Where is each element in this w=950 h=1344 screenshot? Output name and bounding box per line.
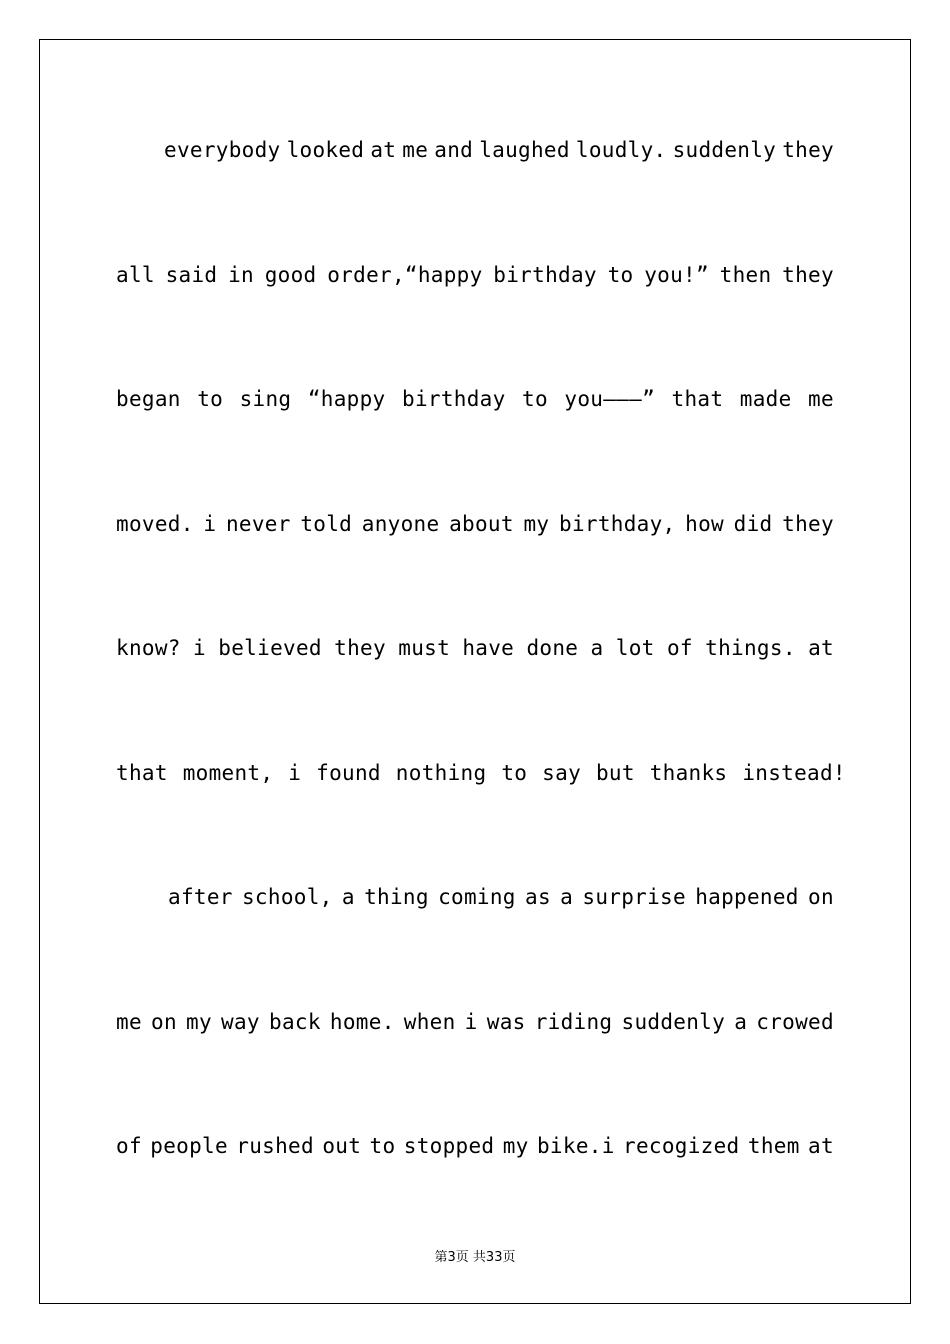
text-line: all said in good order,“happy birthday to you!” then they bbox=[116, 262, 834, 287]
text-line: that moment, i found nothing to say but thanks instead! bbox=[116, 760, 846, 785]
document-body bbox=[116, 132, 846, 1253]
text-line: moved. i never told anyone about my birthday, how did they bbox=[116, 511, 834, 536]
text-line: me on my way back home. when i was riding suddenly a crowed bbox=[116, 1009, 834, 1034]
page-number-footer: 第3页 共33页 bbox=[434, 1250, 516, 1265]
text-line: know? i believed they must have done a lot of things. at bbox=[116, 636, 834, 660]
text-line: after school, a thing coming as a surprise happened on bbox=[168, 885, 834, 909]
text-line: began to sing “happy birthday to you———” that made me bbox=[116, 387, 834, 411]
text-line: of people rushed out to stopped my bike.i recogized them at bbox=[116, 1134, 834, 1158]
text-line: everybody looked at me and laughed loudly. suddenly they bbox=[164, 138, 834, 162]
